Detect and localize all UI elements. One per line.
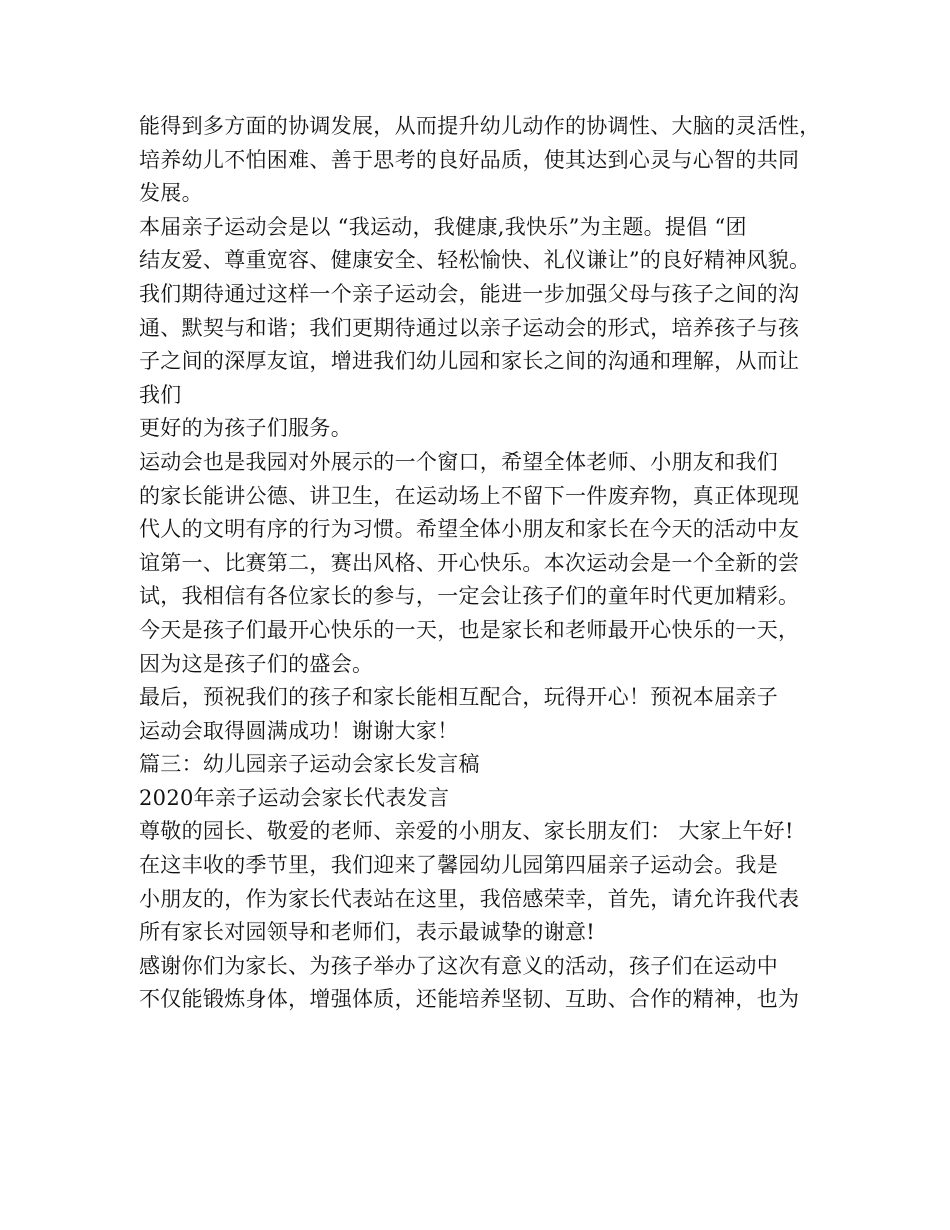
speech-title: 2020年亲子运动会家长代表发言: [139, 785, 450, 810]
text-line: 更好的为孩子们服务。: [139, 416, 352, 441]
document-body: [139, 110, 839, 1017]
text-line: 在这丰收的季节里，我们迎来了馨园幼儿园第四届亲子运动会。我是: [139, 853, 778, 878]
text-line: 我们: [139, 382, 182, 407]
text-line: 发展。: [139, 181, 203, 206]
section-heading: 篇三：幼儿园亲子运动会家长发言稿: [139, 752, 480, 777]
text-line: 培养幼儿不怕困难、善于思考的良好品质，使其达到心灵与心智的共同: [139, 147, 800, 172]
text-line: 的家长能讲公德、讲卫生，在运动场上不留下一件废弃物，真正体现现: [139, 483, 800, 508]
text-line: 感谢你们为家长、为孩子举办了这次有意义的活动，孩子们在运动中: [139, 953, 778, 978]
text-line: 本届亲子运动会是以 “我运动，我健康,我快乐”为主题。提倡 “团: [139, 214, 747, 239]
text-line: 试，我相信有各位家长的参与，一定会让孩子们的童年时代更加精彩。: [139, 584, 800, 609]
text-line: 我们期待通过这样一个亲子运动会，能进一步加强父母与孩子之间的沟: [139, 281, 800, 306]
text-line: 结友爱、尊重宽容、健康安全、轻松愉快、礼仪谦让”的良好精神风貌。: [139, 248, 811, 273]
text-line: 今天是孩子们最开心快乐的一天，也是家长和老师最开心快乐的一天，: [139, 617, 800, 642]
text-line: 通、默契与和谐；我们更期待通过以亲子运动会的形式，培养孩子与孩: [139, 315, 800, 340]
text-line: 运动会取得圆满成功！谢谢大家！: [139, 718, 459, 743]
text-line: 代人的文明有序的行为习惯。希望全体小朋友和家长在今天的活动中友: [139, 517, 800, 542]
text-line: 最后，预祝我们的孩子和家长能相互配合，玩得开心！预祝本届亲子: [139, 685, 778, 710]
text-line: 不仅能锻炼身体，增强体质，还能培养坚韧、互助、合作的精神，也为: [139, 987, 800, 1012]
salutation: 尊敬的园长、敬爱的老师、亲爱的小朋友、家长朋友们： 大家上午好!: [139, 819, 794, 844]
text-line: 谊第一、比赛第二，赛出风格、开心快乐。本次运动会是一个全新的尝: [139, 550, 800, 575]
text-line: 运动会也是我园对外展示的一个窗口，希望全体老师、小朋友和我们: [139, 449, 778, 474]
text-line: 能得到多方面的协调发展，从而提升幼儿动作的协调性、大脑的灵活性，: [139, 114, 821, 138]
text-line: 所有家长对园领导和老师们，表示最诚挚的谢意!: [139, 920, 596, 945]
text-line: 因为这是孩子们的盛会。: [139, 651, 374, 676]
text-line: 子之间的深厚友谊，增进我们幼儿园和家长之间的沟通和理解，从而让: [139, 349, 800, 374]
text-line: 小朋友的，作为家长代表站在这里，我倍感荣幸，首先，请允许我代表: [139, 886, 800, 911]
